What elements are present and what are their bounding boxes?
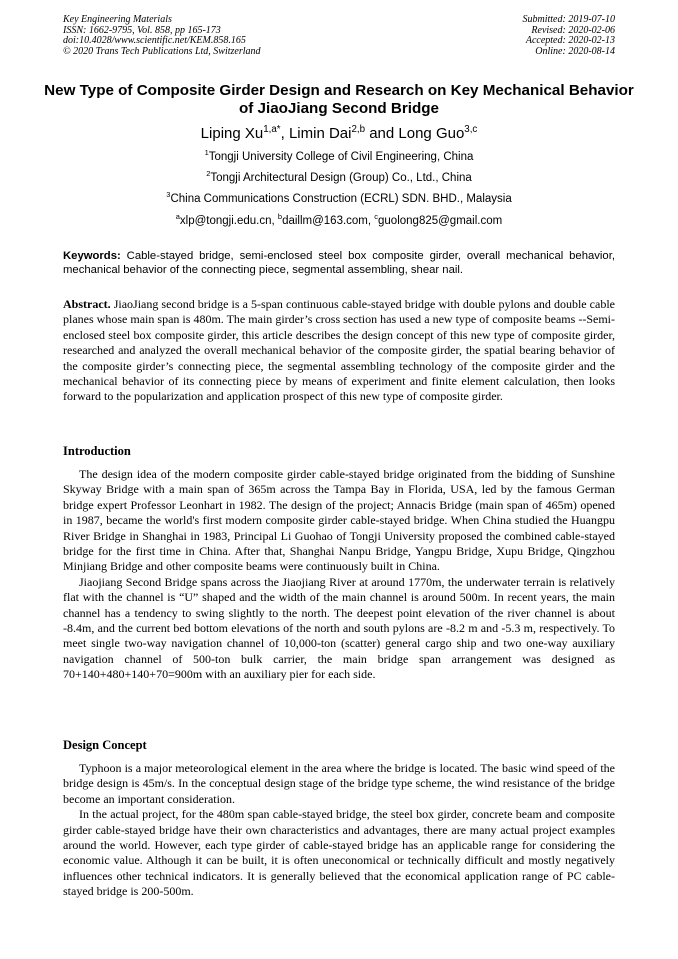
issn-line: ISSN: 1662-9795, Vol. 858, pp 165-173 <box>63 24 221 36</box>
affiliation-marker: 3 <box>166 190 171 200</box>
publication-dates <box>523 15 616 57</box>
author-name: Long Guo <box>398 125 465 142</box>
paragraph: In the actual project, for the 480m span cable-stayed bridge, the steel box girder, concrete beam and composite girder cable-stayed bridge have their own characteristics and advantages, there are many actual project examples around the world. However, each type girder of cable-stayed bridge has an applicable range for considering the economic value. Although it can be built, it is often uneconomical or technically difficult and mostly negatively influences other technical indicators. It is generally believed that the economical application range of PC cable-stayed bridge is 200-500m. <box>63 807 615 899</box>
email-link[interactable]: guolong825@gmail.com <box>378 215 503 227</box>
journal-name: Key Engineering Materials <box>63 14 172 25</box>
affiliation-marker: 1 <box>204 148 209 158</box>
author-name: Liping Xu <box>200 125 264 142</box>
affiliation <box>0 171 678 185</box>
paper-title: New Type of Composite Girder Design and Research on Key Mechanical Behavior of JiaoJiang Second Bridge <box>44 82 634 117</box>
doi-link[interactable]: doi:10.4028/www.scientific.net/KEM.858.165 <box>63 35 246 46</box>
keywords-text: Cable-stayed bridge, semi-enclosed steel box composite girder, overall mechanical behavior, mechanical behavior of the connecting piece, segmental assembling, shear nail. <box>63 250 615 276</box>
affiliation-text: China Communications Construction (ECRL) SDN. BHD., Malaysia <box>170 193 512 205</box>
abstract <box>63 297 615 405</box>
email-link[interactable]: daillm@163.com, <box>282 215 375 227</box>
affiliation-text: Tongji University College of Civil Engineering, China <box>208 151 474 163</box>
copyright-line: © 2020 Trans Tech Publications Ltd, Switzerland <box>63 45 261 57</box>
paragraph: Typhoon is a major meteorological element in the area where the bridge is located. The basic wind speed of the bridge design is 45m/s. In the conceptual design stage of the bridge type scheme, the wind resistance of the bridge become an important consideration. <box>63 761 615 806</box>
revised-date: Revised: 2020-02-06 <box>531 24 615 36</box>
section-heading-design-concept: Design Concept <box>63 738 147 752</box>
affiliation-text: Tongji Architectural Design (Group) Co., Ltd., China <box>210 172 472 184</box>
section-heading-introduction: Introduction <box>63 444 131 458</box>
author-affil-marker: 3,c <box>464 124 478 135</box>
email-marker: b <box>277 212 283 222</box>
affiliation <box>0 150 678 164</box>
paragraph: The design idea of the modern composite girder cable-stayed bridge originated from the bidding of Sunshine Skyway Bridge with a main span of 365m across the Tampa Bay in Florida, USA, led by the famous German bridge expert Professor Leonhart in 1982. The design of the project; Annacis Bridge (main span of 465m) opened in 1987, became the world's first modern composite girder cable-stayed bridge. When China studied the Huangpu River Bridge in Shanghai in 1983, Principal Li Guohao of Tongji University proposed the combined cable-stayed bridge for the first time in China. After that, Shanghai Nanpu Bridge, Yangpu Bridge, Xupu Bridge, Qingzhou Minjiang Bridge and other composite beams were continuously built in China. <box>63 467 615 574</box>
paragraph: Jiaojiang Second Bridge spans across the Jiaojiang River at around 1770m, the underwater terrain is relatively flat with the channel is “U” shaped and the width of the main channel is around 500m. In recent years, the main channel has a tendency to swing slightly to the north. The deepest point elevation of the river channel is about -8.4m, and the current bed bottom elevations of the north and south pylons are -8.2 m and -5.3 m, respectively. To meet single two-way navigation channel of 10,000-ton (scatter) general cargo ship and two one-way auxiliary navigation channel of 500-ton bulk carrier, the main bridge span arrangement was designed as 70+140+480+140+70=900m with an auxiliary pier for each side. <box>63 574 615 682</box>
introduction-section <box>63 467 615 683</box>
author-affil-marker: 1,a* <box>263 124 281 135</box>
accepted-date: Accepted: 2020-02-13 <box>525 35 615 46</box>
abstract-text: JiaoJiang second bridge is a 5-span continuous cable-stayed bridge with double pylons and double cable planes whose main span is 480m. The main girder’s cross section has used a new type of composite beams --Semi-enclosed steel box composite girder, this article describes the design concept of this new type of composite girder, researched and analyzed the overall mechanical behavior of the composite girder, the spatial bearing behavior of the composite girder’s connecting piece, the segmental assembling technology of the composite girder and the mechanical behavior of its connecting piece by means of experiment and finite element calculation, then looks forward to the popularization and application prospect of this new type of composite girder. <box>63 297 615 404</box>
publication-info <box>63 15 261 57</box>
submitted-date: Submitted: 2019-07-10 <box>522 14 615 25</box>
author-list <box>0 124 678 144</box>
affiliation <box>0 192 678 206</box>
email-list <box>0 214 678 228</box>
affiliation-marker: 2 <box>206 169 211 179</box>
author-separator: and <box>365 125 399 142</box>
email-marker: c <box>374 212 379 222</box>
email-marker: a <box>175 212 180 222</box>
abstract-label: Abstract. <box>63 297 111 311</box>
online-date: Online: 2020-08-14 <box>535 45 615 57</box>
author-affil-marker: 2,b <box>351 124 366 135</box>
keywords-label: Keywords: <box>63 250 121 262</box>
author-name: Limin Dai <box>288 125 352 142</box>
design-concept-section <box>63 761 615 900</box>
keywords <box>63 249 615 277</box>
author-separator: , <box>280 125 289 142</box>
email-link[interactable]: xlp@tongji.edu.cn, <box>179 215 278 227</box>
